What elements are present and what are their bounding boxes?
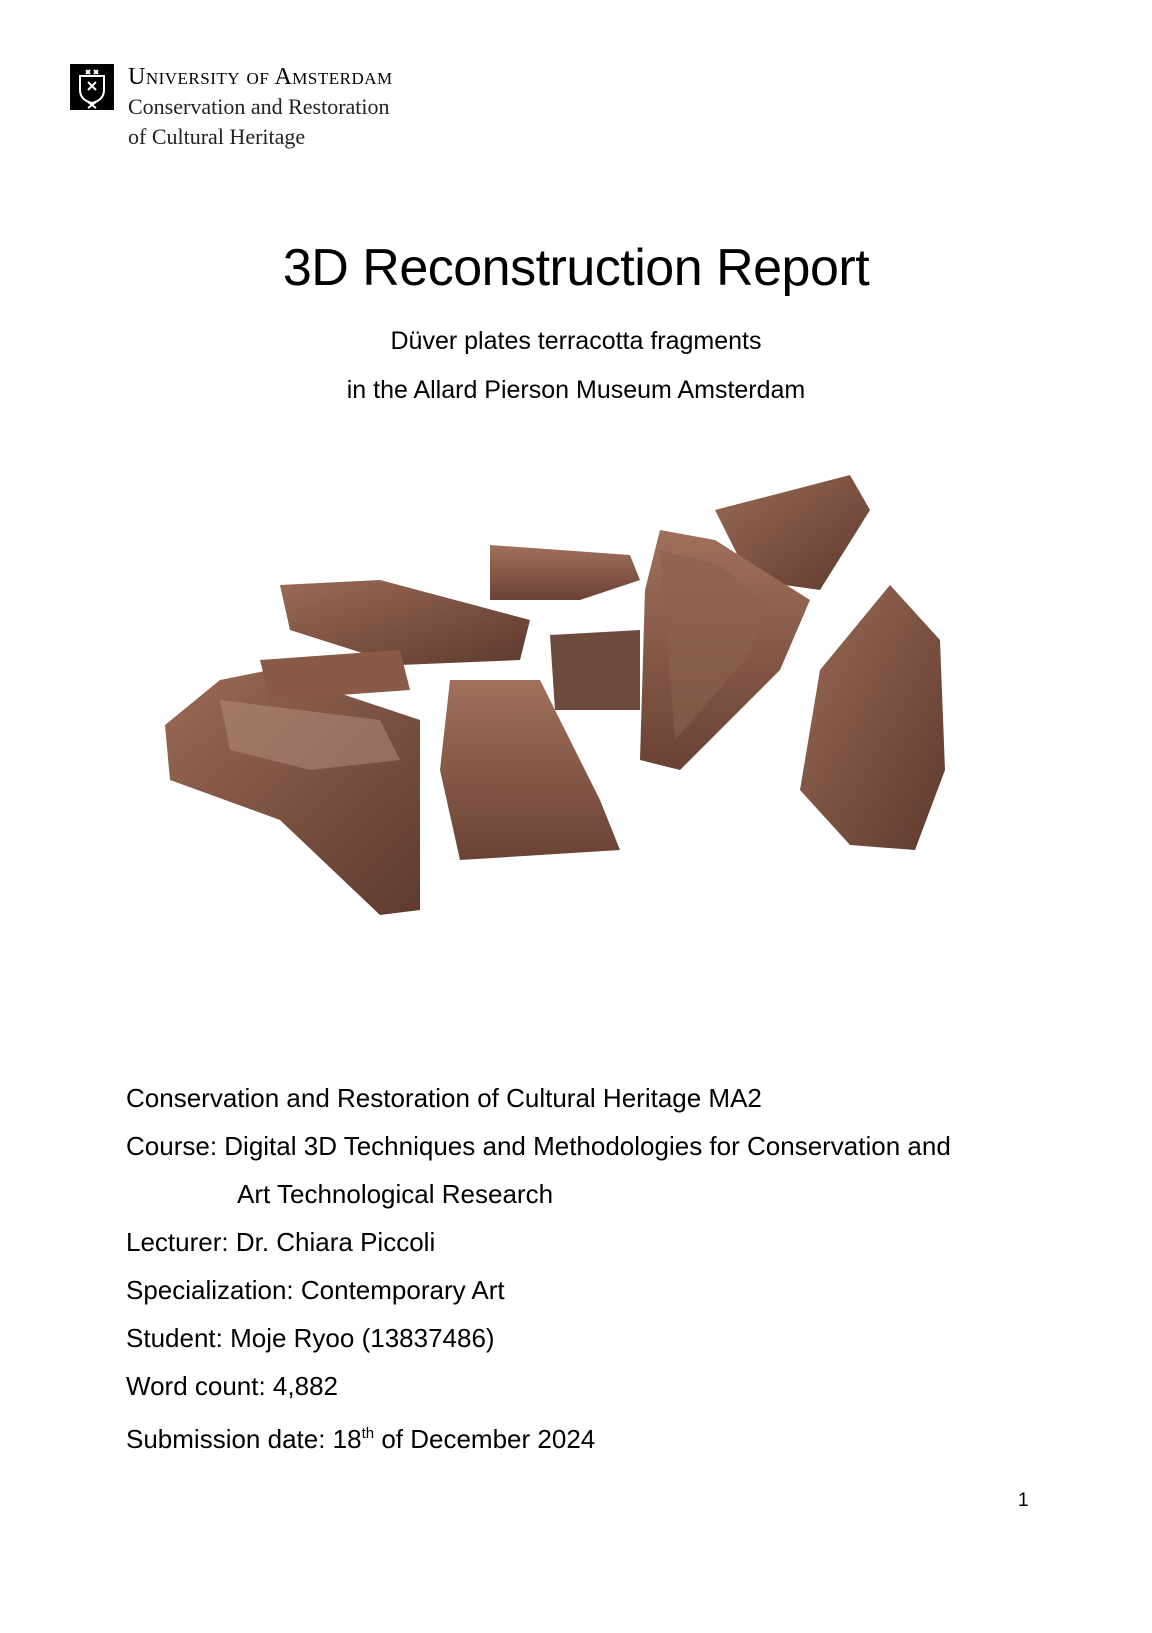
word-count-line: Word count: 4,882: [126, 1371, 338, 1401]
report-subtitle-2: in the Allard Pierson Museum Amsterdam: [346, 376, 806, 404]
specialization-line: Specialization: Contemporary Art: [126, 1275, 505, 1305]
student-line: Student: Moje Ryoo (13837486): [126, 1323, 495, 1353]
department-line-1: Conservation and Restoration: [128, 94, 390, 119]
report-subtitle-1: Düver plates terracotta fragments: [390, 327, 762, 355]
program-line: Conservation and Restoration of Cultural Heritage MA2: [126, 1083, 762, 1113]
submission-prefix: Submission date: 18: [126, 1424, 362, 1454]
uva-crest-icon: [70, 64, 114, 110]
terracotta-fragments-image: [160, 470, 1000, 970]
report-title: 3D Reconstruction Report: [282, 239, 870, 297]
department-line-2: of Cultural Heritage: [128, 124, 306, 149]
course-line-1: Course: Digital 3D Techniques and Methodologies for Conservation and: [126, 1131, 951, 1161]
lecturer-line: Lecturer: Dr. Chiara Piccoli: [126, 1227, 436, 1257]
submission-ordinal: th: [361, 1425, 375, 1442]
university-name: University of Amsterdam: [128, 64, 393, 90]
submission-suffix: of December 2024: [374, 1424, 596, 1454]
submission-date-line: [126, 1418, 595, 1455]
course-line-2: Art Technological Research: [237, 1179, 554, 1209]
page-number: 1: [1018, 1490, 1029, 1511]
